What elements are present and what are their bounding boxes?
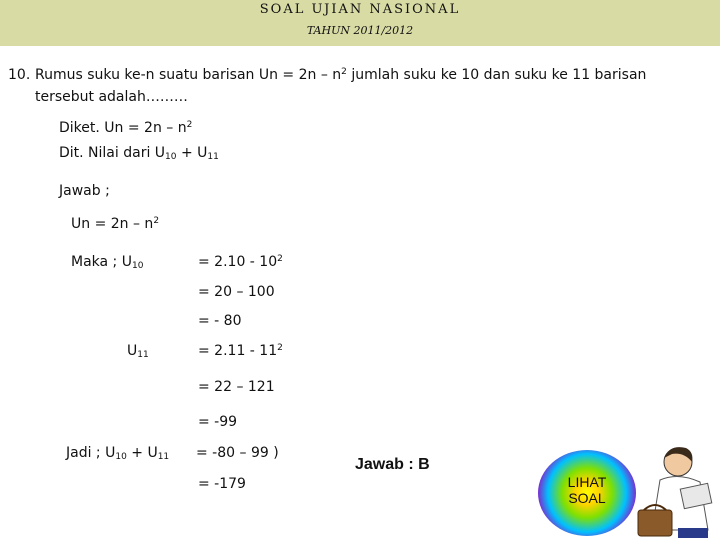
header-title: SOAL UJIAN NASIONAL [259, 2, 461, 17]
u11-step-3: = -99 [198, 414, 238, 430]
lihat-soal-line-2: SOAL [568, 490, 606, 506]
diket-line: Diket. $Un = 2n - n^2$ [59, 120, 193, 136]
header-banner [0, 0, 720, 46]
answer-text: Jawab : B [355, 456, 430, 473]
question-line-2: tersebut adalah……… [35, 89, 188, 105]
maka-u10-label: Maka ; $U_{10}$ [71, 254, 144, 271]
u11-step-1: = $2.11 - 11^2$ [198, 343, 283, 359]
jawab-label: Jawab ; [59, 183, 110, 199]
question-number: 10. [8, 67, 31, 83]
header-year: TAHUN 2011/2012 [306, 24, 414, 37]
u11-label: $U_{11}$ [127, 343, 149, 360]
u10-step-2: = 20 – 100 [198, 284, 275, 300]
student-illustration [630, 440, 720, 540]
u10-step-3: = - 80 [198, 313, 242, 329]
lihat-soal-line-1: LIHAT [567, 474, 607, 490]
jadi-label: Jadi ; $U_{10} + U_{11}$ [66, 445, 170, 462]
u11-step-2: = 22 – 121 [198, 379, 275, 395]
u10-step-1: = $2.10 - 10^2$ [198, 254, 283, 270]
lihat-soal-button[interactable] [538, 450, 636, 536]
jadi-step-2: = -179 [198, 476, 246, 492]
un-formula: $Un = 2n - n^2$ [71, 216, 160, 232]
dit-line: Dit. Nilai dari $U_{10} + U_{11}$ [59, 145, 219, 162]
question-line-1: Rumus suku ke-n suatu barisan $Un = 2n - n^2$ jumlah suku ke 10 dan suku ke 11 barisan [35, 67, 647, 83]
jadi-step-1: = -80 – 99 ) [196, 445, 279, 461]
